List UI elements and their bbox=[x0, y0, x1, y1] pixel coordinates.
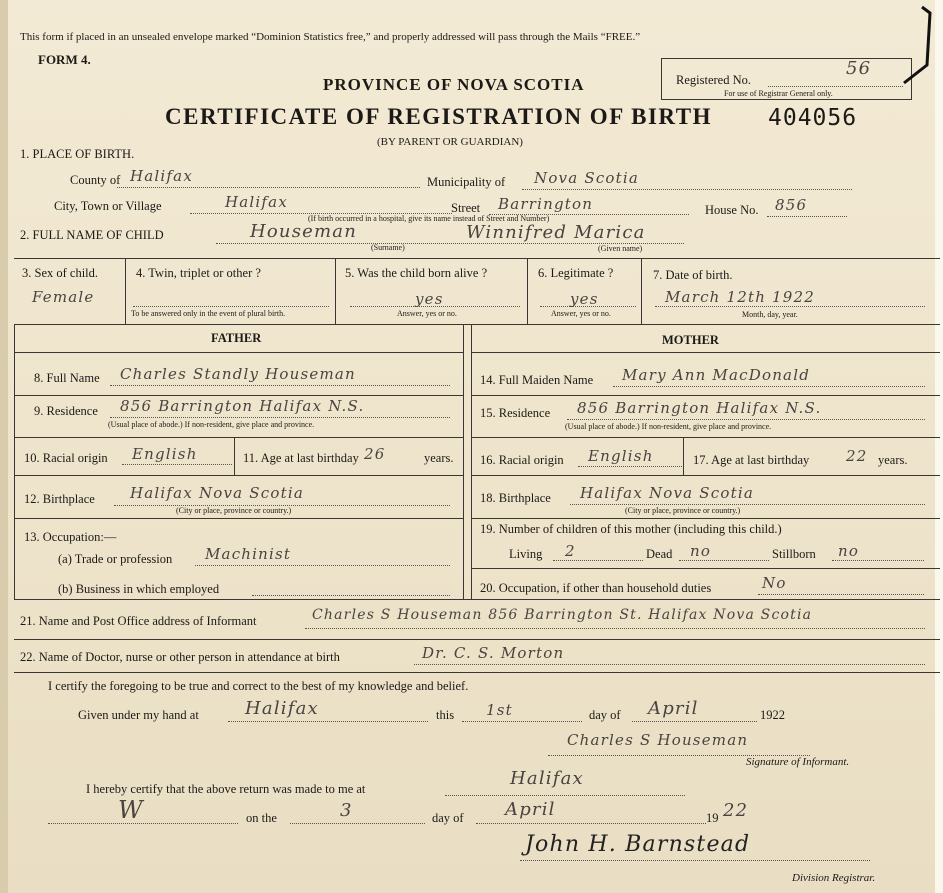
father-residence-note: (Usual place of abode.) If non-resident, give place and province. bbox=[108, 420, 315, 429]
house-label: House No. bbox=[705, 203, 759, 217]
given-day-of-label: day of bbox=[589, 708, 621, 722]
twin-label: 4. Twin, triplet or other ? bbox=[136, 266, 261, 280]
signature-informant-label: Signature of Informant. bbox=[746, 756, 850, 768]
given-year: 1922 bbox=[760, 708, 785, 722]
children-count-label: 19. Number of children of this mother (including this child.) bbox=[480, 522, 782, 536]
mother-race-label: 16. Racial origin bbox=[480, 453, 564, 467]
father-name-label: 8. Full Name bbox=[34, 371, 100, 385]
left-binding-strip bbox=[0, 0, 8, 893]
alive-note: Answer, yes or no. bbox=[397, 309, 457, 318]
mother-name-label: 14. Full Maiden Name bbox=[480, 373, 594, 387]
city-label: City, Town or Village bbox=[54, 199, 162, 213]
date-note: Month, day, year. bbox=[742, 310, 798, 319]
mail-note: This form if placed in an unsealed envelope marked “Dominion Statistics free,” and properly addressed will pass through the Mails “FREE.” bbox=[20, 31, 641, 43]
house-value: 856 bbox=[775, 196, 808, 214]
mother-age-label: 17. Age at last birthday bbox=[693, 453, 810, 467]
living-label: Living bbox=[509, 547, 543, 561]
given-day: 1st bbox=[486, 701, 513, 719]
registrar-day: 3 bbox=[340, 800, 353, 821]
date-value: March 12th 1922 bbox=[665, 288, 816, 306]
child-given-name: Winnifred Marica bbox=[466, 222, 646, 243]
registrar-year-suffix: 22 bbox=[723, 800, 749, 821]
alive-label: 5. Was the child born alive ? bbox=[345, 266, 488, 280]
alive-value: yes bbox=[415, 290, 444, 308]
county-label: County of bbox=[70, 173, 121, 187]
street-label: Street bbox=[451, 201, 481, 215]
father-race: English bbox=[132, 445, 198, 463]
mother-birthplace-note: (City or place, province or country.) bbox=[625, 506, 741, 515]
mother-birthplace: Halifax Nova Scotia bbox=[580, 484, 754, 502]
mother-residence-note: (Usual place of abode.) If non-resident, give place and province. bbox=[565, 422, 772, 431]
street-value: Barrington bbox=[498, 195, 594, 213]
informant-label: 21. Name and Post Office address of Informant bbox=[20, 614, 257, 628]
municipality-label: Municipality of bbox=[427, 175, 506, 189]
sex-value: Female bbox=[32, 288, 95, 306]
municipality-value: Nova Scotia bbox=[534, 169, 640, 187]
ink-pen-mark bbox=[896, 5, 936, 85]
stillborn-value: no bbox=[838, 542, 860, 560]
mother-occupation: No bbox=[762, 574, 787, 592]
mother-race: English bbox=[588, 447, 654, 465]
father-years: years. bbox=[424, 451, 454, 465]
registrar-initials: W bbox=[118, 796, 144, 824]
surname-note: (Surname) bbox=[371, 243, 405, 252]
doctor-label: 22. Name of Doctor, nurse or other person in attendance at birth bbox=[20, 650, 340, 664]
father-residence: 856 Barrington Halifax N.S. bbox=[120, 397, 365, 415]
place-heading: 1. PLACE OF BIRTH. bbox=[20, 147, 135, 161]
child-surname: Houseman bbox=[250, 221, 358, 242]
registrar-day-of-label: day of bbox=[432, 811, 464, 825]
right-paper-edge bbox=[935, 0, 943, 893]
given-note: (Given name) bbox=[598, 244, 643, 253]
given-month: April bbox=[648, 698, 699, 719]
certify-text: I certify the foregoing to be true and correct to the best of my knowledge and belief. bbox=[48, 679, 469, 693]
province-heading: PROVINCE OF NOVA SCOTIA bbox=[323, 75, 585, 94]
trade-value: Machinist bbox=[205, 545, 292, 563]
dead-label: Dead bbox=[646, 547, 673, 561]
father-birthplace-note: (City or place, province or country.) bbox=[176, 506, 292, 515]
mother-age: 22 bbox=[846, 447, 868, 465]
registered-note: For use of Registrar General only. bbox=[724, 89, 833, 98]
mother-years: years. bbox=[878, 453, 908, 467]
father-occupation-label: 13. Occupation:— bbox=[24, 530, 117, 544]
informant-signature: Charles S Houseman bbox=[567, 731, 749, 749]
city-value: Halifax bbox=[225, 193, 288, 211]
child-name-label: 2. FULL NAME OF CHILD bbox=[20, 228, 164, 242]
business-label: (b) Business in which employed bbox=[58, 582, 220, 596]
legitimate-value: yes bbox=[570, 290, 599, 308]
mother-name: Mary Ann MacDonald bbox=[622, 366, 810, 384]
subtitle: (BY PARENT OR GUARDIAN) bbox=[377, 136, 523, 148]
mother-heading: MOTHER bbox=[662, 333, 719, 347]
certificate-title: CERTIFICATE OF REGISTRATION OF BIRTH bbox=[165, 104, 712, 129]
registrar-signature: John H. Barnstead bbox=[525, 832, 751, 857]
legitimate-note: Answer, yes or no. bbox=[551, 309, 611, 318]
living-value: 2 bbox=[565, 542, 576, 560]
father-birthplace: Halifax Nova Scotia bbox=[130, 484, 304, 502]
mother-birthplace-label: 18. Birthplace bbox=[480, 491, 551, 505]
stamped-number: 404056 bbox=[768, 105, 858, 131]
sex-label: 3. Sex of child. bbox=[22, 266, 99, 280]
father-race-label: 10. Racial origin bbox=[24, 451, 108, 465]
father-heading: FATHER bbox=[211, 331, 262, 345]
twin-note: To be answered only in the event of plural birth. bbox=[131, 309, 286, 318]
legitimate-label: 6. Legitimate ? bbox=[538, 266, 614, 280]
father-name: Charles Standly Houseman bbox=[120, 365, 356, 383]
this-label: this bbox=[436, 708, 455, 722]
dead-value: no bbox=[690, 542, 712, 560]
father-residence-label: 9. Residence bbox=[34, 404, 98, 418]
form-number: FORM 4. bbox=[38, 52, 91, 67]
registrar-text: I hereby certify that the above return was made to me at bbox=[86, 782, 366, 796]
father-birthplace-label: 12. Birthplace bbox=[24, 492, 95, 506]
on-the-label: on the bbox=[246, 811, 277, 825]
mother-occupation-label: 20. Occupation, if other than household duties bbox=[480, 581, 712, 595]
trade-label: (a) Trade or profession bbox=[58, 552, 173, 566]
registered-label: Registered No. bbox=[676, 73, 751, 87]
registrar-place: Halifax bbox=[510, 768, 584, 789]
county-value: Halifax bbox=[130, 167, 193, 185]
date-label: 7. Date of birth. bbox=[653, 268, 733, 282]
father-age-label: 11. Age at last birthday bbox=[243, 451, 359, 465]
informant-value: Charles S Houseman 856 Barrington St. Halifax Nova Scotia bbox=[312, 607, 813, 623]
mother-residence: 856 Barrington Halifax N.S. bbox=[577, 399, 822, 417]
given-under-label: Given under my hand at bbox=[78, 708, 199, 722]
mother-residence-label: 15. Residence bbox=[480, 406, 551, 420]
father-age: 26 bbox=[364, 445, 386, 463]
registrar-year-prefix: 19 bbox=[706, 811, 719, 825]
stillborn-label: Stillborn bbox=[772, 547, 816, 561]
doctor-value: Dr. C. S. Morton bbox=[422, 644, 565, 662]
division-registrar-label: Division Registrar. bbox=[792, 872, 876, 884]
registered-number: 56 bbox=[846, 58, 872, 79]
registrar-month: April bbox=[505, 799, 556, 820]
given-place: Halifax bbox=[245, 698, 319, 719]
hospital-note: (If birth occurred in a hospital, give its name instead of Street and Number) bbox=[308, 214, 550, 223]
